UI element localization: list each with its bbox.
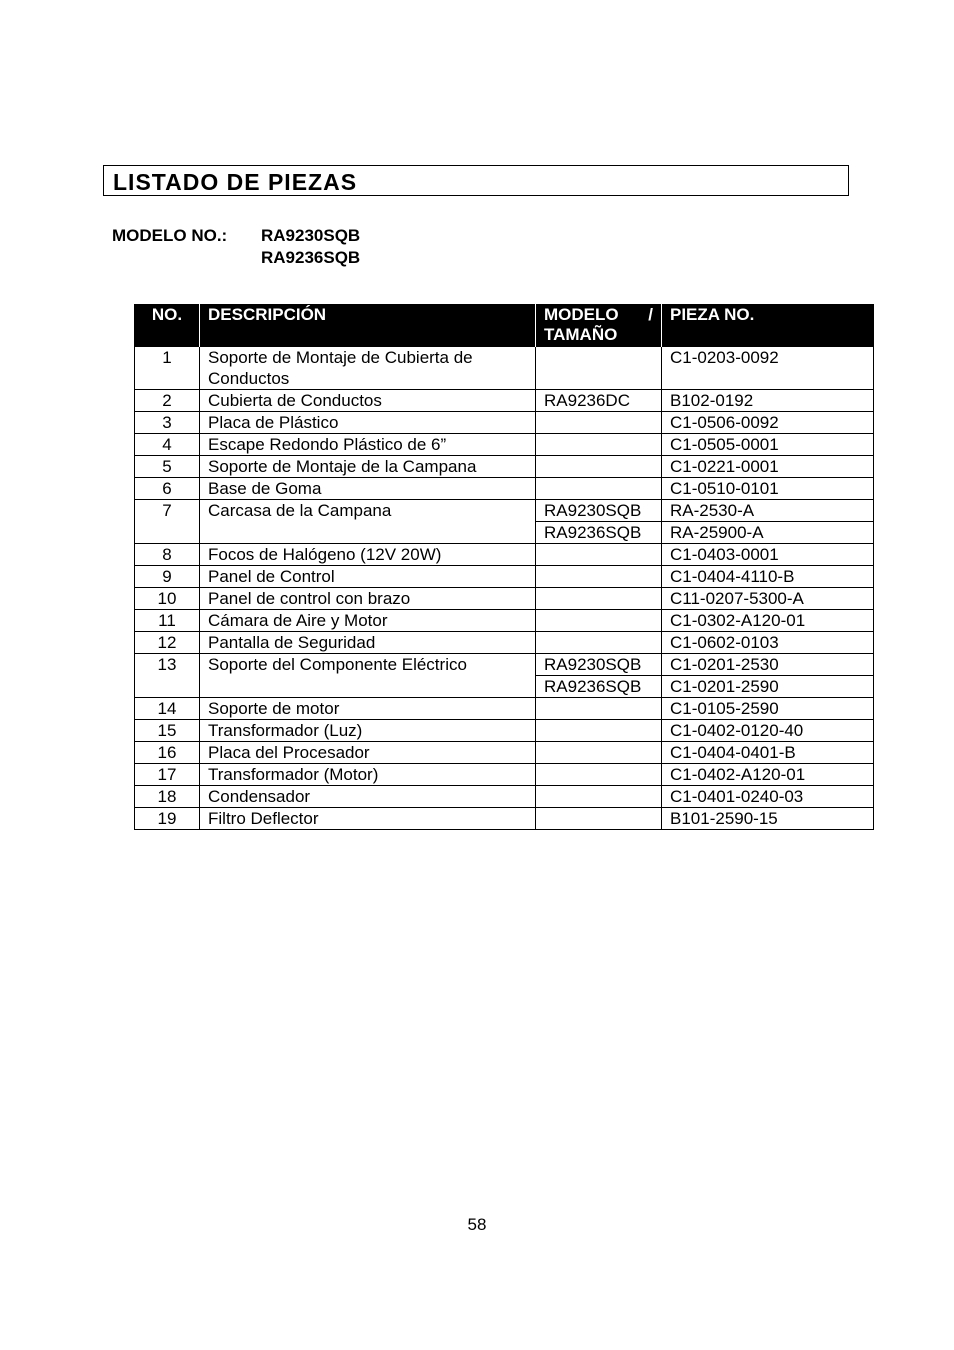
row-part-number: C1-0402-0120-40 [662,720,874,742]
row-part-number: C1-0403-0001 [662,544,874,566]
row-description: Cámara de Aire y Motor [200,610,536,632]
row-model [536,588,662,610]
row-description: Escape Redondo Plástico de 6” [200,434,536,456]
row-part-number: C1-0203-0092 [662,347,874,390]
row-part-number: C1-0201-2590 [662,676,874,698]
row-part-number: C1-0505-0001 [662,434,874,456]
model-value: RA9230SQB [261,226,361,245]
row-number: 14 [135,698,200,720]
row-model: RA9236SQB [536,676,662,698]
table-row [135,478,874,500]
row-number: 18 [135,786,200,808]
row-model [536,742,662,764]
row-number: 11 [135,610,200,632]
row-part-number: RA-25900-A [662,522,874,544]
table-row [135,347,874,390]
row-model [536,808,662,830]
row-model: RA9230SQB [536,654,662,676]
row-model [536,698,662,720]
row-model [536,347,662,390]
row-description: Base de Goma [200,478,536,500]
row-description: Condensador [200,786,536,808]
row-description: Panel de control con brazo [200,588,536,610]
row-part-number: C1-0105-2590 [662,698,874,720]
row-number: 8 [135,544,200,566]
header-pieza: PIEZA NO. [662,304,874,347]
row-number: 6 [135,478,200,500]
row-model [536,544,662,566]
header-modelo [536,304,662,347]
row-model [536,720,662,742]
row-part-number: C1-0404-0401-B [662,742,874,764]
row-part-number: C1-0510-0101 [662,478,874,500]
row-description: Transformador (Motor) [200,764,536,786]
header-modelo-label: MODELO [544,305,619,324]
table-row [135,720,874,742]
table-row [135,764,874,786]
row-description: Soporte de Montaje de Cubierta de Conductos [200,347,536,390]
table-row [135,632,874,654]
table-row [135,588,874,610]
row-number: 1 [135,347,200,390]
row-model [536,478,662,500]
table-row [135,500,874,522]
row-number: 13 [135,654,200,698]
row-number: 10 [135,588,200,610]
row-part-number: B102-0192 [662,390,874,412]
row-model [536,434,662,456]
row-description: Soporte del Componente Eléctrico [200,654,536,698]
row-model: RA9230SQB [536,500,662,522]
table-row [135,698,874,720]
row-number: 4 [135,434,200,456]
row-number: 15 [135,720,200,742]
header-tamano-label: TAMAÑO [544,325,618,344]
row-description: Cubierta de Conductos [200,390,536,412]
table-row [135,390,874,412]
row-part-number: C1-0404-4110-B [662,566,874,588]
row-model [536,610,662,632]
row-part-number: C1-0401-0240-03 [662,786,874,808]
row-number: 5 [135,456,200,478]
row-part-number: C11-0207-5300-A [662,588,874,610]
table-row [135,654,874,676]
table-header-row [135,304,874,347]
row-model [536,566,662,588]
row-number: 17 [135,764,200,786]
row-number: 12 [135,632,200,654]
row-description: Carcasa de la Campana [200,500,536,544]
table-row [135,412,874,434]
row-number: 16 [135,742,200,764]
table-row [135,742,874,764]
row-description: Panel de Control [200,566,536,588]
row-model [536,456,662,478]
row-part-number: B101-2590-15 [662,808,874,830]
header-modelo-slash: / [648,305,653,324]
table-row [135,786,874,808]
row-description: Placa del Procesador [200,742,536,764]
row-part-number: C1-0602-0103 [662,632,874,654]
row-number: 19 [135,808,200,830]
table-row [135,456,874,478]
row-model: RA9236DC [536,390,662,412]
table-row [135,544,874,566]
section-title-box [103,165,849,196]
row-model [536,786,662,808]
row-description: Focos de Halógeno (12V 20W) [200,544,536,566]
table-row [135,610,874,632]
row-number: 9 [135,566,200,588]
row-description: Filtro Deflector [200,808,536,830]
row-part-number: C1-0402-A120-01 [662,764,874,786]
header-descripcion: DESCRIPCIÓN [200,304,536,347]
table-row [135,808,874,830]
row-description: Pantalla de Seguridad [200,632,536,654]
header-no: NO. [135,304,200,347]
row-part-number: C1-0221-0001 [662,456,874,478]
row-model [536,632,662,654]
row-model [536,764,662,786]
page-title: LISTADO DE PIEZAS [113,169,358,195]
row-number: 7 [135,500,200,544]
row-number: 2 [135,390,200,412]
model-label: MODELO NO.: [112,226,228,245]
table-row [135,566,874,588]
model-value: RA9236SQB [261,248,361,267]
page-number: 58 [467,1215,487,1234]
row-part-number: RA-2530-A [662,500,874,522]
row-model: RA9236SQB [536,522,662,544]
row-part-number: C1-0302-A120-01 [662,610,874,632]
table-row [135,434,874,456]
row-description: Placa de Plástico [200,412,536,434]
row-part-number: C1-0201-2530 [662,654,874,676]
row-model [536,412,662,434]
row-description: Transformador (Luz) [200,720,536,742]
row-number: 3 [135,412,200,434]
row-description: Soporte de Montaje de la Campana [200,456,536,478]
parts-table [134,304,874,830]
row-description: Soporte de motor [200,698,536,720]
row-part-number: C1-0506-0092 [662,412,874,434]
